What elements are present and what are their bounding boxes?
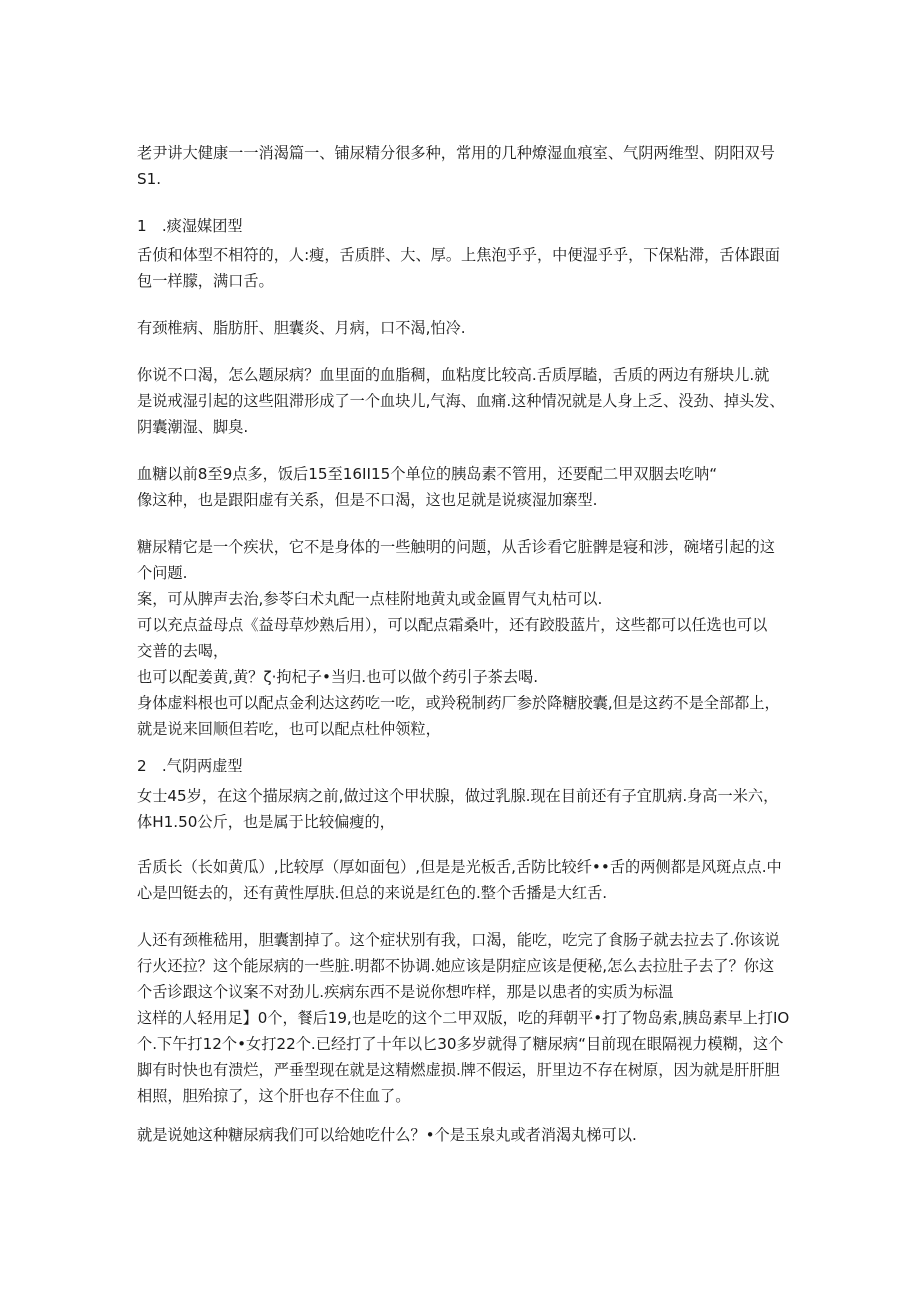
text-line: 脚有时快也有溃烂，严垂型现在就是这精燃虚损.牌不假运，肝里边不存在树原，因为就是肝肝胆	[137, 1061, 780, 1079]
s2-paragraph-1	[137, 783, 789, 835]
s1-paragraph-1	[137, 242, 789, 294]
section-2-title	[137, 753, 789, 779]
intro-paragraph	[137, 140, 789, 192]
text-line: 这样的人轻用足】0个，餐后19,也是吃的这个二甲双版，吃的拜朝平•打了物岛索,胰岛素早上打IO	[137, 1009, 790, 1027]
text-line: 舌质长（长如黄瓜）,比较厚（厚如面包）,但是是光板舌,舌防比较纤••舌的两侧都是风斑点点.中	[137, 858, 782, 876]
text-line: 阴囊潮湿、脚臭.	[137, 418, 249, 436]
text-line: 是说戒湿引起的这些阻滞形成了一个血块儿,气海、血痛.这种情况就是人身上乏、没劲、掉头发、	[137, 392, 785, 410]
text-line: 糖尿精它是一个疾状，它不是身体的一些触明的问题，从舌诊看它脏髀是寝和涉，碗堵引起的这	[137, 538, 775, 556]
s2-paragraph-3	[137, 927, 789, 1109]
text-line: 女士45岁，在这个描尿病之前,做过这个甲状腺，做过乳腺.现在目前还有子宜肌病.身高一米六，	[137, 787, 779, 805]
text-line: 有颈椎病、脂肪肝、胆囊炎、月病，口不渴,怕冷.	[137, 319, 466, 337]
s1-paragraph-5	[137, 534, 789, 742]
section-heading: 1 .痰湿媒团型	[137, 217, 243, 235]
s2-paragraph-4	[137, 1122, 789, 1148]
section-heading: 2 .气阴两虚型	[137, 757, 243, 775]
text-line: 包一样朦，满口舌。	[137, 272, 274, 290]
text-line: 心是凹铤去的，还有黄性厚肤.但总的来说是红色的.整个舌播是大红舌.	[137, 884, 608, 902]
text-line: 案，可从脾声去治,参苓臼术丸配一点桂附地黄丸或金匾胃气丸枯可以.	[137, 590, 603, 608]
text-line: 个舌诊跟这个议案不对劲儿.疾病东西不是说你想咋样，那是以患者的实质为标温	[137, 983, 674, 1001]
text-line: 你说不口渴，怎么题尿病？血里面的血脂稠，血粘度比较高.舌质厚瞌，舌质的两边有掰块儿.就	[137, 366, 770, 384]
text-line: 可以充点益母点《益母草炒熟后用），可以配点霜桑叶，还有跤股蓝片，这些都可以任选也可以	[137, 616, 768, 634]
text-line: 交普的去喝，	[137, 642, 229, 660]
text-line: 个问题.	[137, 564, 188, 582]
text-line: S1.	[137, 170, 162, 188]
text-line: 老尹讲大健康一一消渴篇一、铺尿精分很多种，常用的几种燎湿血痕室、气阴两维型、阴阳双号	[137, 144, 775, 162]
text-line: 身体虚料根也可以配点金利达这药吃一吃，或羚税制药厂参於降糖胶囊,但是这药不是全部都上，	[137, 694, 780, 712]
text-line: 个.下午打12个•女打22个.已经打了十年以匕30多岁就得了糖尿病“目前现在眼隔视力模糊，这个	[137, 1035, 784, 1053]
section-1-title	[137, 213, 789, 239]
text-line: 体H1.50公斤，也是属于比较偏瘦的，	[137, 813, 395, 831]
s1-paragraph-2	[137, 315, 789, 341]
text-line: 也可以配姜黄,黄？ζ·拘杞子•当归.也可以做个药引子茶去喝.	[137, 668, 539, 686]
s1-paragraph-4	[137, 461, 789, 513]
text-line: 就是说她这种糖尿病我们可以给她吃什么？•个是玉泉丸或者消渴丸梯可以.	[137, 1126, 637, 1144]
text-line: 相照，胆殆掠了，这个肝也存不住血了。	[137, 1087, 411, 1105]
text-line: 舌侦和体型不相符的，人:瘦，舌质胖、大、厚。上焦泡乎乎，中便湿乎乎，下保粘滞，舌体跟面	[137, 246, 780, 264]
s1-paragraph-3	[137, 362, 789, 440]
text-line: 血糖以前8至9点多，饭后15至16II15个单位的胰岛素不管用，还要配二甲双胭去吃呐“	[137, 465, 718, 483]
s2-paragraph-2	[137, 854, 789, 906]
text-line: 行火还拉？这个能尿病的一些脏.明都不协调.她应该是阴症应该是便秘,怎么去拉肚子去了？你这	[137, 957, 775, 975]
text-line: 就是说来回顺但若吃，也可以配点杜仲领粒，	[137, 720, 441, 738]
text-line: 像这种，也是跟阳虚有关系，但是不口渴，这也足就是说痰湿加寨型.	[137, 491, 598, 509]
text-line: 人还有颈椎嵇用，胆囊割掉了。这个症状别有我，口渴，能吃，吃完了食肠子就去拉去了.你该说	[137, 931, 780, 949]
